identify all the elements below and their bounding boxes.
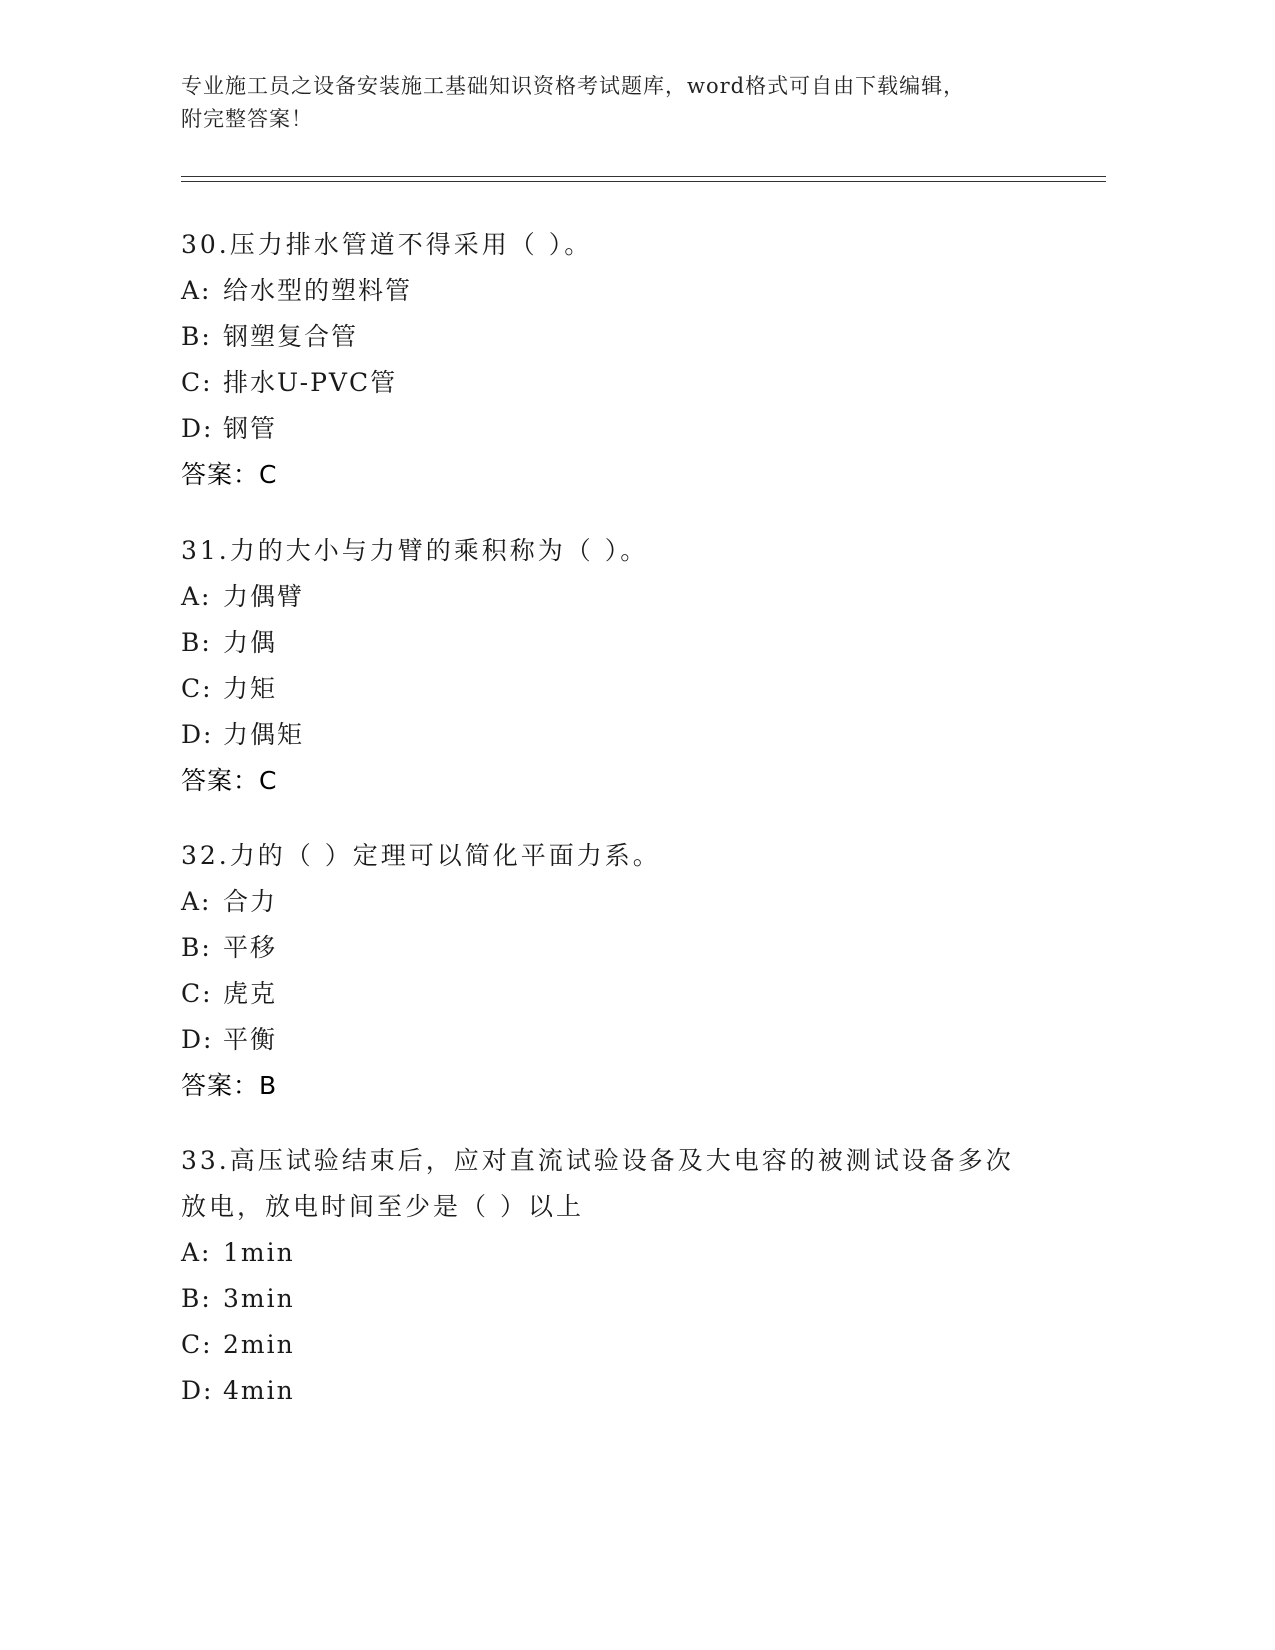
header-divider-bottom <box>181 181 1106 182</box>
option-b <box>181 925 1081 971</box>
option-letter: A: <box>181 582 212 611</box>
option-text: 2min <box>223 1330 295 1359</box>
header-line-2: 附完整答案！ <box>181 107 313 131</box>
option-c <box>181 1322 1041 1368</box>
option-text: 力偶 <box>223 628 278 657</box>
option-a <box>181 1230 1041 1276</box>
option-b <box>181 1276 1041 1322</box>
option-b <box>181 314 1081 360</box>
option-d <box>181 1368 1041 1414</box>
question-stem: 33.高压试验结束后，应对直流试验设备及大电容的被测试设备多次放电，放电时间至少是（ ）以上 <box>181 1146 1014 1221</box>
question-32 <box>181 833 1081 1109</box>
answer: 答案：B <box>181 1071 278 1100</box>
option-text: 1min <box>223 1238 295 1267</box>
option-d <box>181 406 1081 452</box>
question-30 <box>181 222 1081 498</box>
option-letter: A: <box>181 887 212 916</box>
option-a <box>181 268 1081 314</box>
option-a <box>181 574 1081 620</box>
question-stem: 31.力的大小与力臂的乘积称为（ ）。 <box>181 536 649 565</box>
option-letter: D: <box>181 1376 214 1405</box>
question-stem: 32.力的（ ）定理可以简化平面力系。 <box>181 841 661 870</box>
option-c <box>181 666 1081 712</box>
option-text: 平移 <box>223 933 278 962</box>
option-text: 钢管 <box>223 414 278 443</box>
option-d <box>181 1017 1081 1063</box>
option-letter: D: <box>181 1025 214 1054</box>
option-letter: B: <box>181 322 212 351</box>
option-c <box>181 360 1081 406</box>
option-letter: A: <box>181 1238 212 1267</box>
header-line-1: 专业施工员之设备安装施工基础知识资格考试题库，word格式可自由下载编辑， <box>181 74 966 98</box>
option-letter: B: <box>181 1284 212 1313</box>
option-letter: C: <box>181 1330 213 1359</box>
option-letter: A: <box>181 276 212 305</box>
option-letter: D: <box>181 414 214 443</box>
option-letter: D: <box>181 720 214 749</box>
option-text: 力矩 <box>223 674 278 703</box>
option-d <box>181 712 1081 758</box>
question-33 <box>181 1138 1041 1414</box>
option-text: 虎克 <box>223 979 278 1008</box>
option-letter: B: <box>181 628 212 657</box>
option-text: 力偶臂 <box>223 582 305 611</box>
option-text: 4min <box>223 1376 295 1405</box>
option-a <box>181 879 1081 925</box>
question-stem: 30.压力排水管道不得采用（ ）。 <box>181 230 593 259</box>
option-letter: C: <box>181 674 213 703</box>
option-c <box>181 971 1081 1017</box>
option-letter: B: <box>181 933 212 962</box>
option-text: 3min <box>223 1284 295 1313</box>
question-31 <box>181 528 1081 804</box>
answer: 答案：C <box>181 460 278 489</box>
option-text: 合力 <box>223 887 278 916</box>
document-header <box>181 70 1061 136</box>
answer: 答案：C <box>181 766 278 795</box>
option-text: 平衡 <box>223 1025 278 1054</box>
header-divider-top <box>181 176 1106 177</box>
option-letter: C: <box>181 979 213 1008</box>
option-text: 力偶矩 <box>223 720 305 749</box>
option-text: 给水型的塑料管 <box>223 276 413 305</box>
option-text: 钢塑复合管 <box>223 322 359 351</box>
option-text: 排水U-PVC管 <box>223 368 398 397</box>
option-letter: C: <box>181 368 213 397</box>
option-b <box>181 620 1081 666</box>
